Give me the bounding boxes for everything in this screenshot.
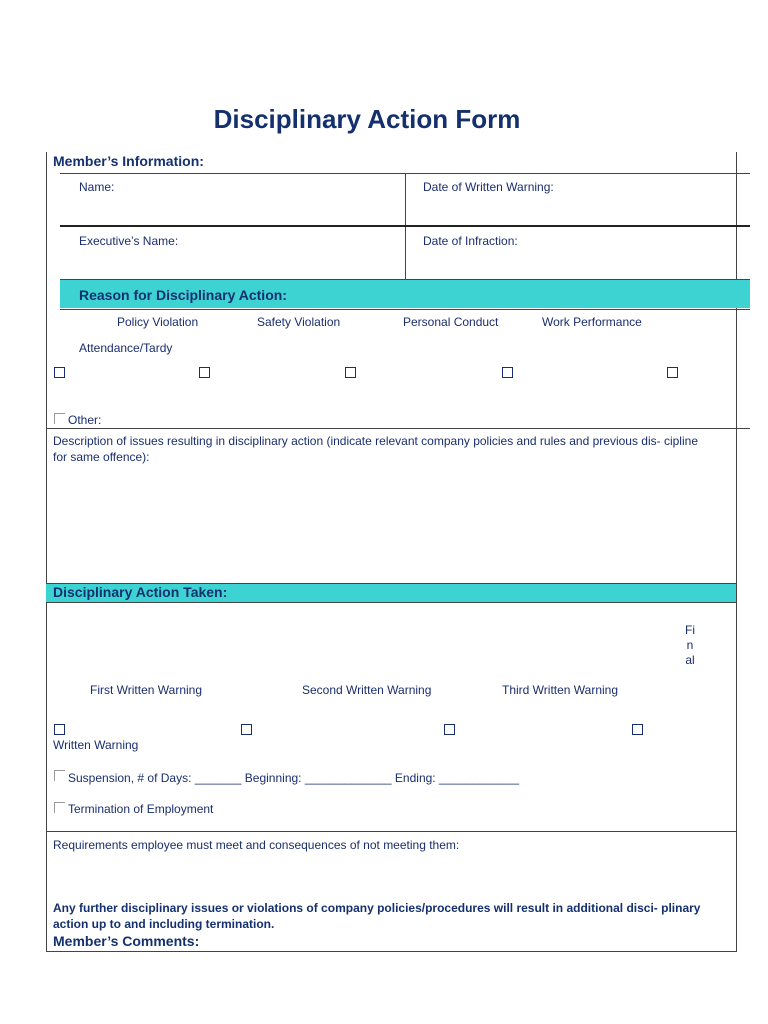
other-label: Other: [68, 413, 102, 427]
final-written-warning-tail: Written Warning [53, 738, 139, 752]
checkbox-final-warning[interactable] [632, 724, 643, 735]
action-taken-heading: Disciplinary Action Taken: [53, 584, 228, 600]
divider [46, 602, 736, 603]
final-vertical-label: Final [685, 623, 695, 667]
checkbox-suspension[interactable] [54, 770, 65, 781]
page-title: Disciplinary Action Form [213, 104, 521, 134]
reason-option-work-performance: Work Performance [542, 315, 642, 329]
divider [60, 225, 750, 227]
checkbox-first-warning[interactable] [54, 724, 65, 735]
form-right-border [736, 152, 737, 952]
checkbox-personal-conduct[interactable] [345, 367, 356, 378]
form-left-border [46, 152, 47, 952]
executive-name-label: Executive’s Name: [79, 234, 179, 248]
first-written-warning-label: First Written Warning [90, 683, 203, 697]
written-warning-date-label: Date of Written Warning: [423, 180, 554, 194]
member-comments-heading: Member’s Comments: [53, 933, 200, 949]
termination-label: Termination of Employment [68, 802, 214, 816]
infraction-date-label: Date of Infraction: [423, 234, 518, 248]
checkbox-third-warning[interactable] [444, 724, 455, 735]
reason-option-attendance-tardy: Attendance/Tardy [79, 341, 173, 355]
reason-heading: Reason for Disciplinary Action: [79, 287, 287, 303]
divider [46, 428, 750, 429]
further-issues-notice: Any further disciplinary issues or violations of company policies/procedures will result in additional disci- plinary action up to and including termination. [53, 901, 701, 931]
member-info-heading: Member’s Information: [53, 153, 204, 169]
checkbox-attendance-tardy[interactable] [667, 367, 678, 378]
checkbox-safety-violation[interactable] [199, 367, 210, 378]
name-label: Name: [79, 180, 115, 194]
reason-option-policy-violation: Policy Violation [117, 315, 199, 329]
suspension-line: Suspension, # of Days: _______ Beginning: _____________ Ending: ____________ [68, 771, 520, 785]
checkbox-other[interactable] [54, 413, 65, 424]
description-label: Description of issues resulting in disciplinary action (indicate relevant company policies and rules and previous dis- cipline for same offence): [53, 434, 698, 464]
requirements-label: Requirements employee must meet and consequences of not meeting them: [53, 838, 460, 852]
divider [60, 309, 750, 310]
checkbox-termination[interactable] [54, 802, 65, 813]
reason-option-safety-violation: Safety Violation [257, 315, 341, 329]
checkbox-work-performance[interactable] [502, 367, 513, 378]
checkbox-policy-violation[interactable] [54, 367, 65, 378]
divider [46, 831, 736, 832]
third-written-warning-label: Third Written Warning [502, 683, 619, 697]
checkbox-second-warning[interactable] [241, 724, 252, 735]
reason-option-personal-conduct: Personal Conduct [403, 315, 499, 329]
form-bottom-border [46, 951, 736, 952]
second-written-warning-label: Second Written Warning [302, 683, 432, 697]
